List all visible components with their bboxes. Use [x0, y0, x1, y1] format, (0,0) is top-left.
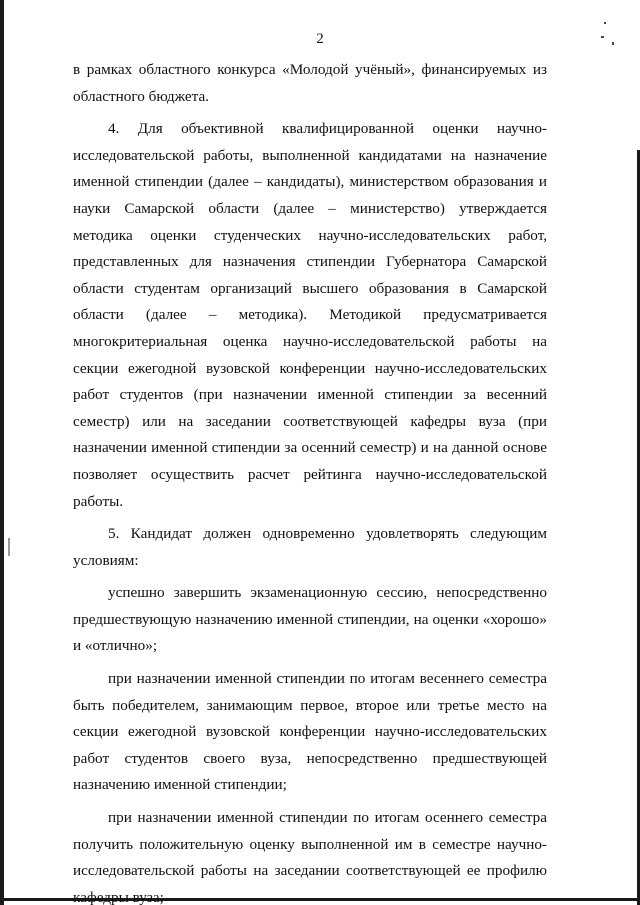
- paragraph-intro-continuation: в рамках областного конкурса «Молодой учёный», финансируемых из областного бюджета.: [73, 61, 547, 105]
- scan-border-left: [0, 0, 4, 905]
- scan-speck: [604, 22, 606, 24]
- paragraph-condition-3: при назначении именной стипендии по итогам осеннего семестра получить положительную оценку выполненной им в семестре научно-исследовательской работы на заседании соответствующей ее профилю кафедры вуза;: [73, 809, 547, 905]
- scan-border-right: [634, 0, 640, 905]
- paragraph-item-4: 4. Для объективной квалифицированной оценки научно-исследовательской работы, выполненной кандидатами на назначение именной стипендии (далее – кандидаты), министерством образования и науки Самарской области (далее – министерство) утверждается методика оценки студенческих научно-исследовательских работ, представленных для назначения стипендии Губернатора Самарской области студентам организаций высшего образования в Самарской области (далее – методика). Методикой предусматривается многокритериальная оценка научно-исследовательской работы на секции ежегодной вузовской конференции научно-исследовательских работ студентов (при назначении именной стипендии за весенний семестр) или на заседании соответствующей кафедры вуза (при назначении именной стипендии за осенний семестр) и на данной основе позволяет осуществить расчет рейтинга научно-исследовательской работы.: [73, 120, 547, 510]
- page-number: 2: [316, 31, 324, 47]
- document-body: [73, 57, 547, 905]
- scan-mark: [8, 538, 10, 556]
- paragraph-item-5: 5. Кандидат должен одновременно удовлетворять следующим условиям:: [73, 525, 547, 569]
- paragraph-condition-1: успешно завершить экзаменационную сессию, непосредственно предшествующую назначению именной стипендии, на оценки «хорошо» и «отлично»;: [73, 584, 547, 655]
- paragraph-condition-2: при назначении именной стипендии по итогам весеннего семестра быть победителем, занимающим первое, второе или третье место на секции ежегодной вузовской конференции научно-исследовательских работ студентов своего вуза, непосредственно предшествующей назначению именной стипендии;: [73, 670, 547, 794]
